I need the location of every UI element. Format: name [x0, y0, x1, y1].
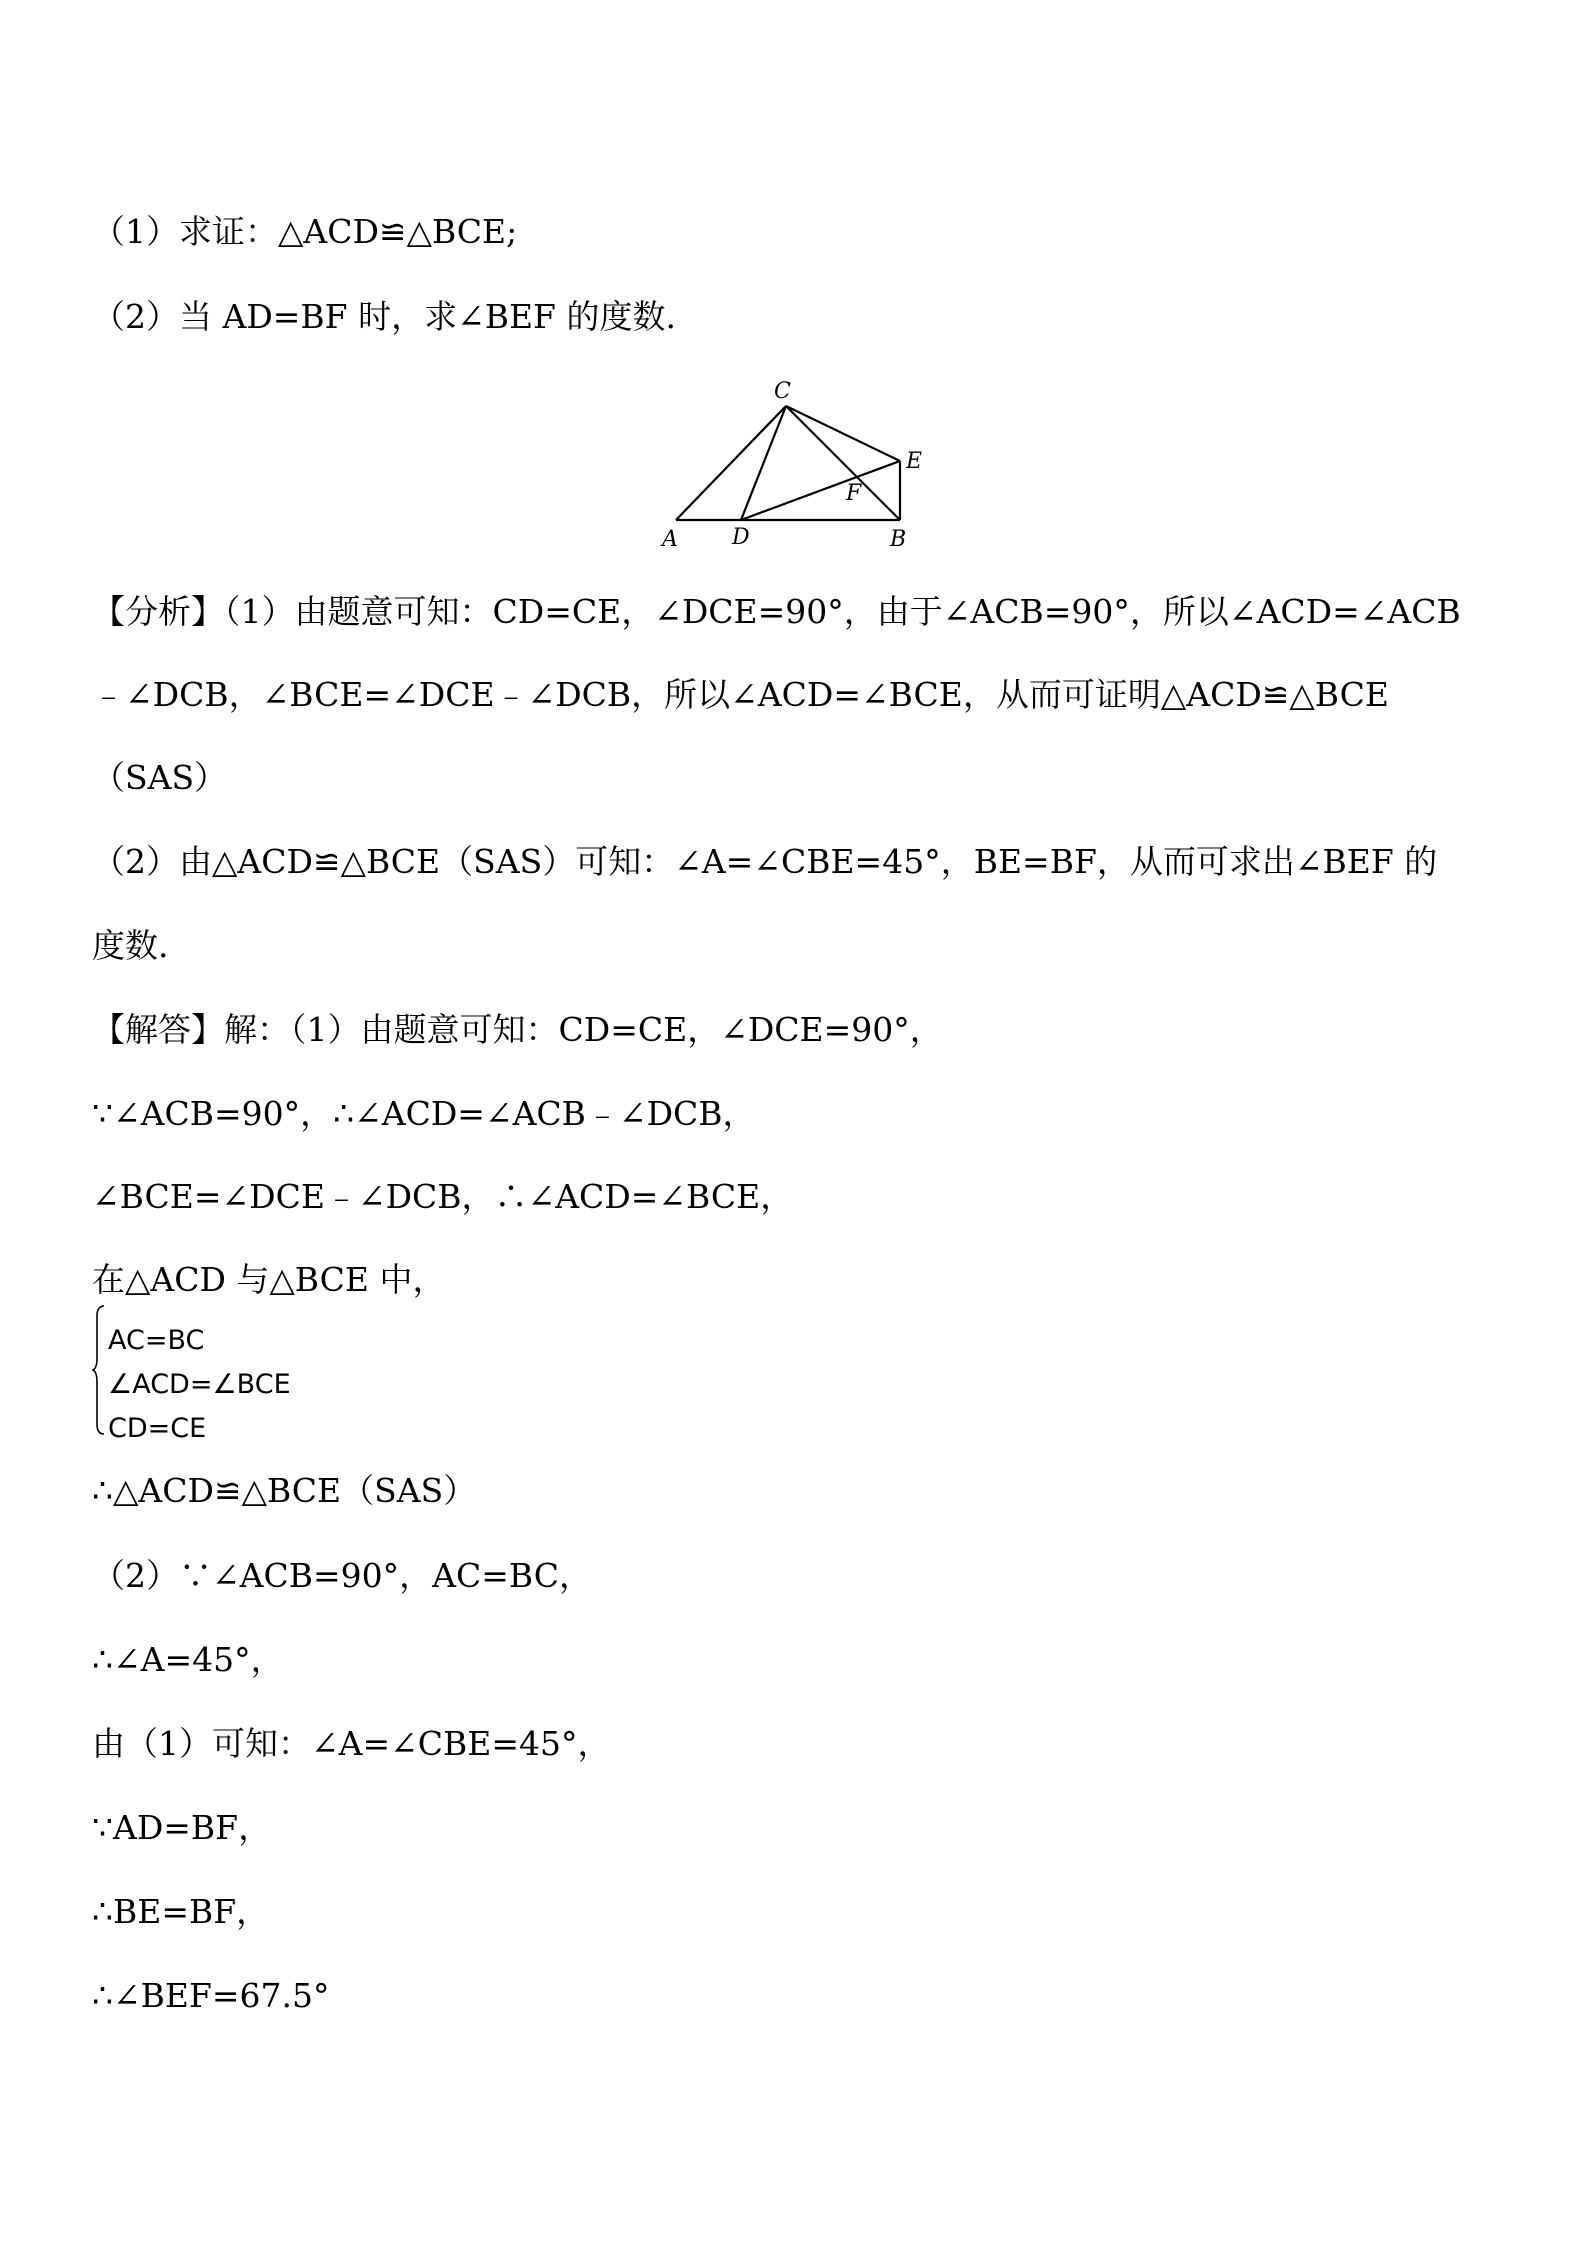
solution-line-1: 【解答】解：（1）由题意可知：CD=CE，∠DCE=90°，	[92, 1010, 943, 1049]
label-c: C	[774, 379, 791, 404]
analysis-line-2: ﹣∠DCB，∠BCE=∠DCE﹣∠DCB，所以∠ACD=∠BCE，从而可证明△ACD≌△BCE	[92, 675, 1390, 714]
label-a: A	[662, 527, 678, 552]
system-row: CD=CE	[108, 1413, 207, 1444]
solution-line-5: ∴△ACD≌△BCE（SAS）	[92, 1471, 477, 1510]
segment-cd	[741, 406, 786, 520]
solution-line-4: 在△ACD 与△BCE 中，	[92, 1260, 446, 1299]
label-d: D	[732, 525, 750, 550]
segment-de	[741, 461, 900, 520]
equation-system	[92, 1300, 302, 1444]
segment-ac	[676, 406, 786, 520]
solution-line-10: ∴BE=BF，	[92, 1892, 270, 1931]
solution-line-9: ∵AD=BF，	[92, 1808, 272, 1847]
geometry-figure	[656, 368, 936, 554]
segment-cb	[786, 406, 900, 520]
solution-line-11: ∴∠BEF=67.5°	[92, 1976, 330, 2015]
system-row: AC=BC	[108, 1325, 205, 1356]
segment-ce	[786, 406, 900, 461]
analysis-line-4: （2）由△ACD≌△BCE（SAS）可知：∠A=∠CBE=45°，BE=BF，从而可求出∠BEF 的	[92, 842, 1438, 881]
solution-line-7: ∴∠A=45°，	[92, 1640, 284, 1679]
solution-line-2: ∵∠ACB=90°，∴∠ACD=∠ACB﹣∠DCB，	[92, 1094, 756, 1133]
label-b: B	[890, 527, 907, 552]
label-e: E	[906, 449, 923, 474]
left-brace	[92, 1300, 106, 1440]
solution-line-3: ∠BCE=∠DCE﹣∠DCB，∴∠ACD=∠BCE，	[92, 1177, 794, 1216]
label-f: F	[846, 481, 862, 506]
question-part-2: （2）当 AD=BF 时，求∠BEF 的度数.	[92, 297, 676, 336]
question-part-1: （1）求证：△ACD≌△BCE;	[92, 212, 518, 251]
solution-line-6: （2）∵∠ACB=90°，AC=BC，	[92, 1556, 592, 1595]
analysis-line-5: 度数.	[92, 926, 169, 965]
solution-line-8: 由（1）可知：∠A=∠CBE=45°，	[92, 1724, 611, 1763]
analysis-line-3: （SAS）	[92, 758, 228, 797]
analysis-line-1: 【分析】（1）由题意可知：CD=CE，∠DCE=90°，由于∠ACB=90°，所以∠ACD=∠ACB	[92, 592, 1461, 631]
system-row: ∠ACD=∠BCE	[108, 1369, 291, 1400]
